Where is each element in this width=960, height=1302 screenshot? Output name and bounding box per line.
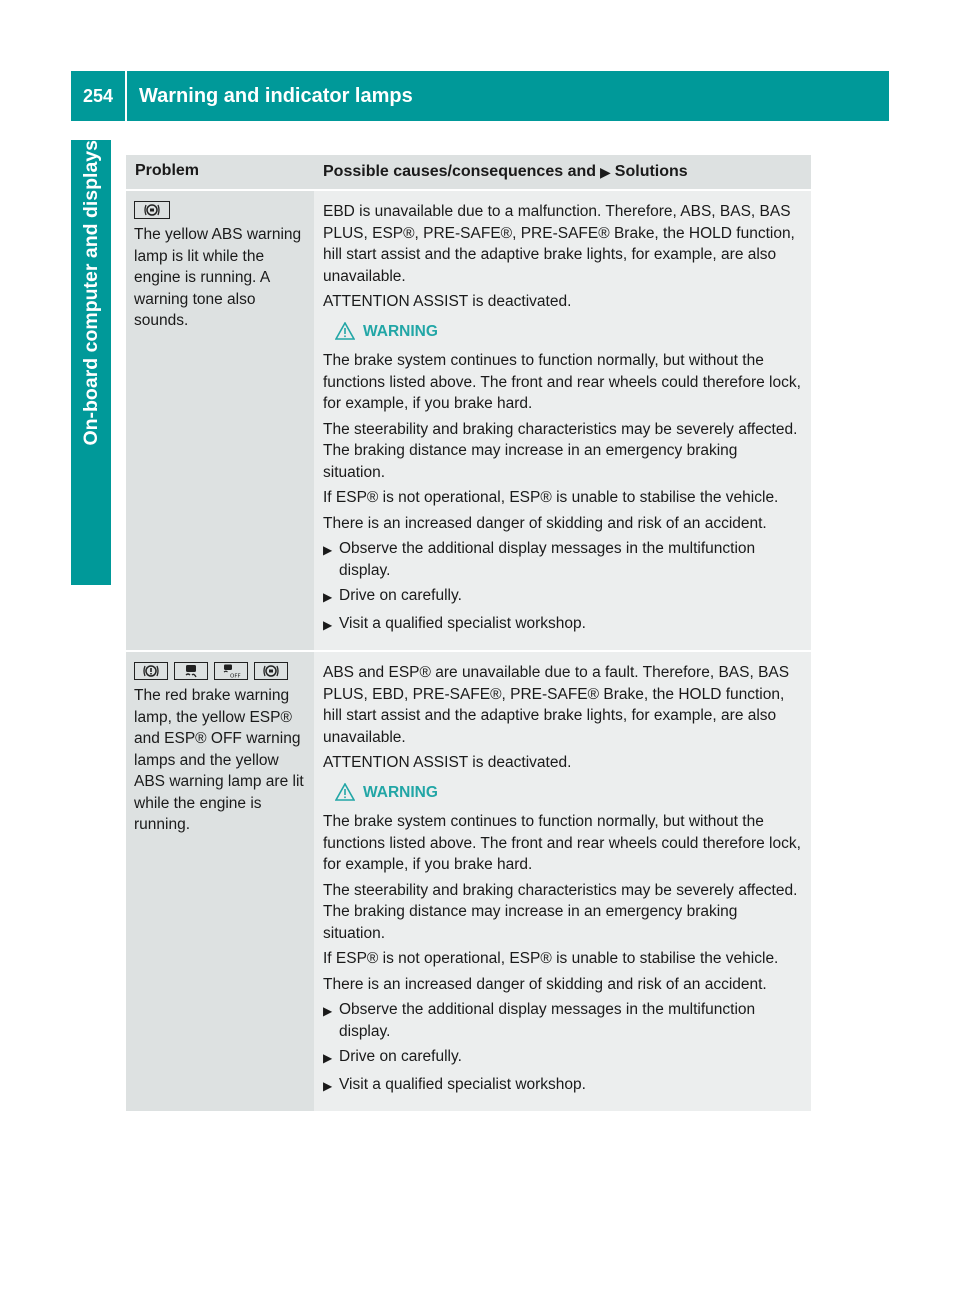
abs-icon xyxy=(134,201,170,219)
warning-label: WARNING xyxy=(363,783,438,801)
cause-paragraph-2: ATTENTION ASSIST is deactivated. xyxy=(323,293,572,310)
table-row xyxy=(126,650,811,1111)
lamp-icons xyxy=(134,662,306,685)
list-item xyxy=(323,1074,803,1098)
warning-text-4: There is an increased danger of skidding and risk of an accident. xyxy=(323,514,767,532)
bullet-text: Drive on carefully. xyxy=(339,1048,462,1065)
page-header xyxy=(71,71,889,121)
problem-column-header: Problem xyxy=(135,162,200,179)
warning-label: WARNING xyxy=(363,322,438,340)
bullet-arrow-icon: ▶ xyxy=(323,543,333,557)
bullet-arrow-icon: ▶ xyxy=(323,1004,333,1018)
bullet-text: Observe the additional display messages in the multifunction display. xyxy=(339,1001,756,1040)
table-header xyxy=(126,155,811,189)
esp-icon xyxy=(174,662,208,680)
list-item xyxy=(323,613,803,637)
problem-text: The red brake warning lamp, the yellow ESP® and ESP® OFF warning lamps and the yellow ABS warning lamp are lit while the engine is running. xyxy=(134,687,304,833)
chapter-tab-block xyxy=(71,530,111,585)
bullet-text: Visit a qualified specialist workshop. xyxy=(339,1075,586,1093)
warning-text-3: If ESP® is not operational, ESP® is unable to stabilise the vehicle. xyxy=(323,489,779,506)
cause-paragraph: ABS and ESP® are unavailable due to a fault. Therefore, BAS, BAS PLUS, EBD, PRE-SAFE®, PRE-SAFE® Brake, the HOLD function, hill start assist and the adaptive brake lights, for example, are also unavailable. xyxy=(323,664,790,746)
bullet-arrow-icon: ▶ xyxy=(323,617,333,632)
abs-icon xyxy=(254,662,288,680)
warning-text-3: If ESP® is not operational, ESP® is unable to stabilise the vehicle. xyxy=(323,950,779,967)
bullet-text: Visit a qualified specialist workshop. xyxy=(339,614,586,632)
bullet-arrow-icon: ▶ xyxy=(323,1078,333,1093)
lamp-icons xyxy=(134,201,306,224)
warning-triangle-icon xyxy=(335,322,355,340)
chapter-side-tab xyxy=(71,140,111,585)
list-item xyxy=(323,999,803,1042)
header-solutions-text: Solutions xyxy=(614,163,688,180)
bullet-arrow-icon: ▶ xyxy=(323,1051,333,1065)
warning-lamp-table xyxy=(126,155,811,1111)
page-number: 254 xyxy=(71,71,127,121)
bullet-text: Drive on carefully. xyxy=(339,587,462,604)
cause-paragraph-2: ATTENTION ASSIST is deactivated. xyxy=(323,754,572,771)
warning-text-2: The steerability and braking characteristics may be severely affected. The braking distance may increase in an emergency braking situation. xyxy=(323,881,798,942)
esp-off-icon xyxy=(214,662,248,680)
bullet-arrow-icon: ▶ xyxy=(323,590,333,604)
chapter-label: On-board computer and displays xyxy=(80,140,102,446)
list-item xyxy=(323,1046,803,1070)
warning-heading xyxy=(335,782,803,804)
cause-paragraph: EBD is unavailable due to a malfunction. Therefore, ABS, BAS, BAS PLUS, ESP®, PRE-SAFE®, PRE-SAFE® Brake, the HOLD function, hill start assist and the adaptive brake lights, for example, are also unavailable. xyxy=(323,203,795,285)
warning-text-1: The brake system continues to function normally, but without the functions listed above. The front and rear wheels could therefore lock, for example, if you brake hard. xyxy=(323,813,801,873)
page-title: Warning and indicator lamps xyxy=(139,84,413,107)
warning-text-1: The brake system continues to function normally, but without the functions listed above. The front and rear wheels could therefore lock, for example, if you brake hard. xyxy=(323,352,801,412)
list-item xyxy=(323,585,803,609)
problem-cell xyxy=(126,652,314,1111)
problem-cell xyxy=(126,191,314,650)
solution-cell xyxy=(314,191,811,650)
problem-text: The yellow ABS warning lamp is lit while the engine is running. A warning tone also sounds. xyxy=(134,226,302,329)
warning-text-4: There is an increased danger of skidding and risk of an accident. xyxy=(323,975,767,993)
brake-icon xyxy=(134,662,168,680)
warning-text-2: The steerability and braking characteristics may be severely affected. The braking distance may increase in an emergency braking situation. xyxy=(323,420,798,481)
table-row xyxy=(126,189,811,650)
warning-heading xyxy=(335,321,803,343)
warning-triangle-icon xyxy=(335,783,355,801)
bullet-text: Observe the additional display messages in the multifunction display. xyxy=(339,540,756,579)
header-causes-text: Possible causes/consequences and xyxy=(323,163,597,180)
list-item xyxy=(323,538,803,581)
arrow-right-icon: ▶ xyxy=(600,163,611,180)
solutions-column-header xyxy=(314,155,811,189)
solution-cell xyxy=(314,652,811,1111)
svg-text:OFF: OFF xyxy=(230,673,241,678)
